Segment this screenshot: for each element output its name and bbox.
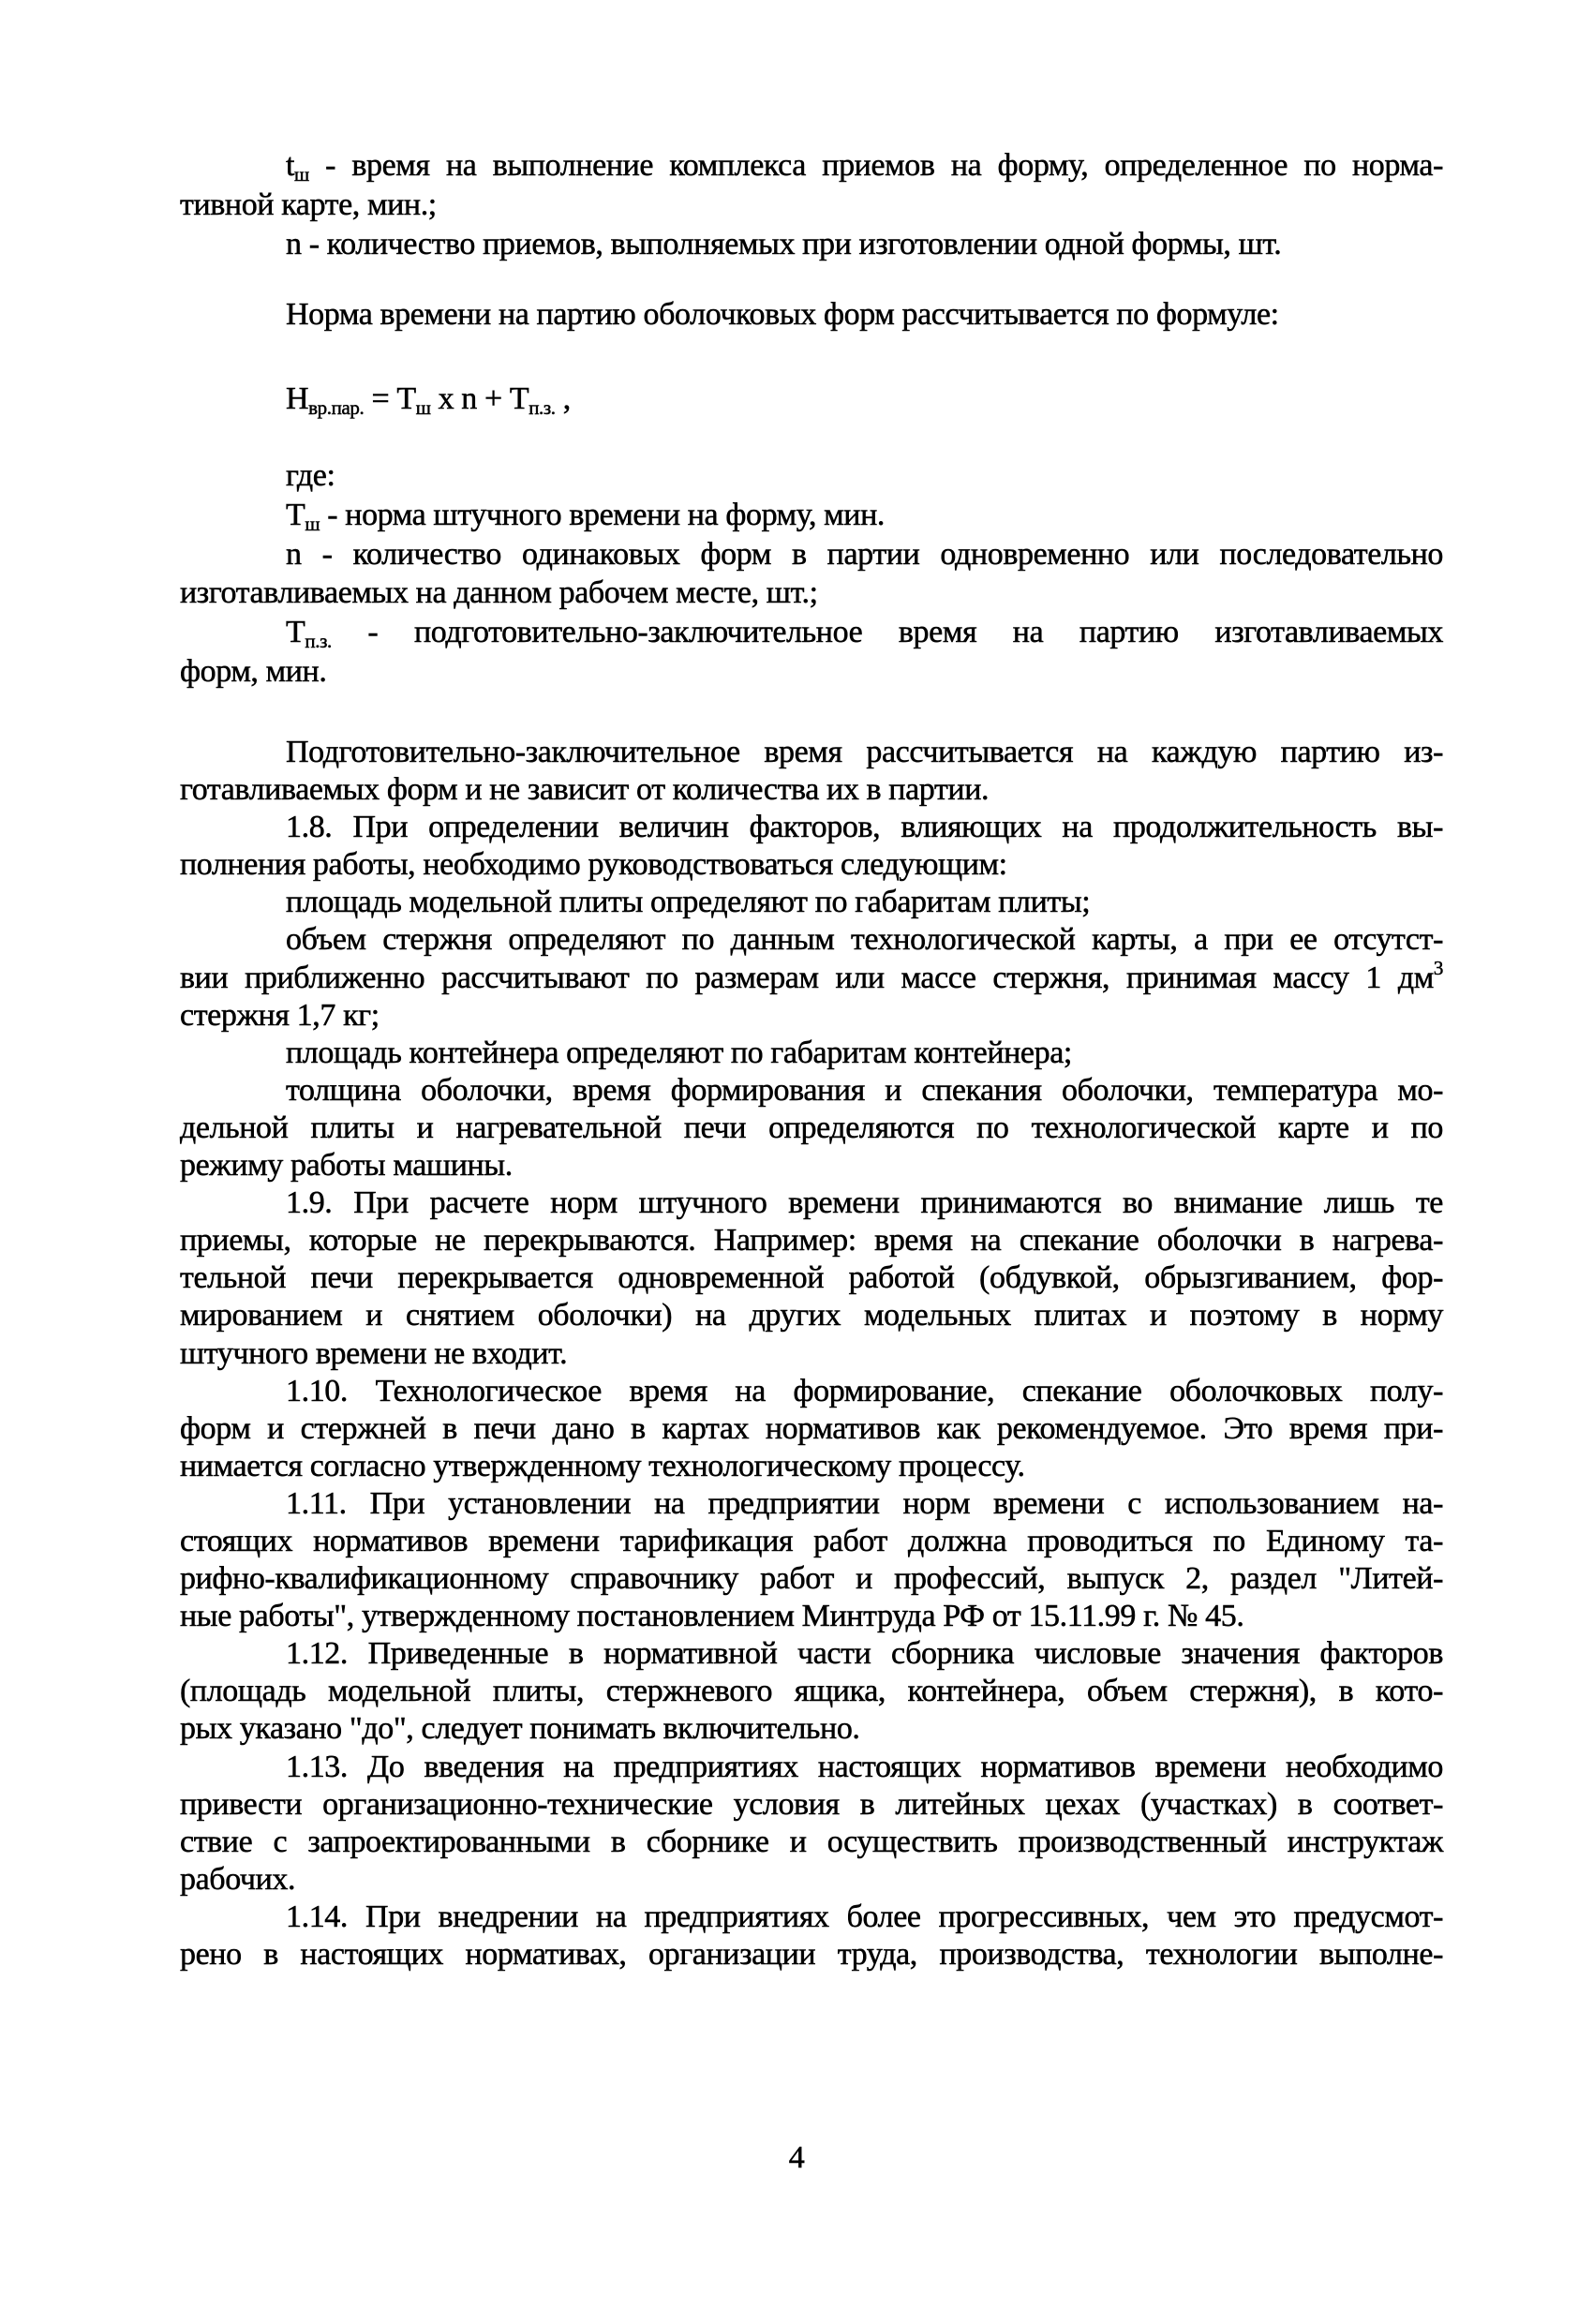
paragraph: [180, 1485, 1443, 1635]
text-line: мированием и снятием оболочки) на других модельных плитах и поэтому в норму: [180, 1298, 1443, 1333]
text-line: рых указано "до", следует понимать включительно.: [180, 1711, 860, 1747]
text-line: ствие с запроектированными в сборнике и осуществить производственный инструктаж: [180, 1824, 1443, 1859]
text-line: тивной карте, мин.;: [180, 187, 437, 222]
text-line: $t_ш$ - время на выполнение комплекса приемов на форму, определенное по норма-: [286, 148, 1443, 186]
paragraph: [180, 884, 1443, 921]
paragraph: [180, 535, 1443, 614]
text-line: форм, мин.: [180, 653, 327, 689]
text-line: приемы, которые не перекрываются. Например: время на спекание оболочки в нагрева-: [180, 1223, 1443, 1259]
page-number: 4: [788, 2140, 805, 2175]
paragraph: [180, 380, 1443, 419]
paragraph: [180, 1184, 1443, 1372]
paragraph: [180, 1035, 1443, 1072]
paragraph: [180, 1635, 1443, 1748]
text-line: 1.14. При внедрении на предприятиях более прогрессивных, чем это предусмот-: [286, 1899, 1443, 1934]
text-line: штучного времени не входит.: [180, 1335, 568, 1371]
definitions-block-1: [180, 146, 1443, 264]
paragraph: [180, 613, 1443, 692]
text-line: 1.8. При определении величин факторов, влияющих на продолжительность вы-: [286, 810, 1443, 845]
text-line: объем стержня определяют по данным технологической карты, а при ее отсутст-: [286, 922, 1443, 958]
text-line: готавливаемых форм и не зависит от количества их в партии.: [180, 772, 990, 808]
paragraph: [180, 1749, 1443, 1899]
subscript: п.з.: [529, 396, 556, 419]
text-line: изготавливаемых на данном рабочем месте, шт.;: [180, 575, 818, 611]
text-line: форм и стержней в печи дано в картах нормативов как рекомендуемое. Это время при-: [180, 1410, 1443, 1446]
paragraph: [180, 921, 1443, 1034]
paragraph: [180, 225, 1443, 264]
batch-formula-intro: [180, 295, 1443, 335]
text-line: $Н_{вр.пар.} = Т_ш$ х $n + Т_{п.з.}$ ,: [286, 381, 571, 419]
subscript: п.з.: [305, 630, 332, 653]
text-line: Норма времени на партию оболочковых форм рассчитывается по формуле:: [286, 297, 1279, 332]
subscript: вр.пар.: [308, 396, 365, 419]
paragraph: [180, 809, 1443, 884]
text-line: Подготовительно-заключительное время рассчитывается на каждую партию из-: [286, 735, 1443, 769]
text-line: рабочих.: [180, 1861, 296, 1897]
paragraph: [180, 146, 1443, 225]
text-line: рено в настоящих нормативах, организации труда, производства, технологии выполне-: [180, 1937, 1443, 1972]
subscript: ш: [415, 396, 431, 419]
text-line: 1.9. При расчете норм штучного времени принимаются во внимание лишь те: [286, 1185, 1443, 1221]
text-line: привести организационно-технические условия в литейных цехах (участках) в соответ-: [180, 1786, 1443, 1822]
batch-time-formula: [180, 380, 1443, 419]
paragraph: [180, 1072, 1443, 1184]
text-line: площадь модельной плиты определяют по габаритам плиты;: [286, 885, 1091, 920]
paragraph: [180, 295, 1443, 335]
text-line: где:: [286, 458, 335, 493]
text-line: 1.13. До введения на предприятиях настоящих нормативов времени необходимо: [286, 1749, 1443, 1784]
text-line: тельной печи перекрывается одновременной работой (обдувкой, обрызгиванием, фор-: [180, 1260, 1443, 1296]
text-line: $Т_ш$ - норма штучного времени на форму, мин.: [286, 497, 885, 535]
paragraph: [180, 1899, 1443, 1974]
text-line: площадь контейнера определяют по габаритам контейнера;: [286, 1035, 1072, 1070]
main-text-block: [180, 734, 1443, 1974]
text-line: n - количество одинаковых форм в партии одновременно или последовательно: [286, 536, 1443, 572]
superscript: 3: [1433, 956, 1443, 979]
text-line: стоящих нормативов времени тарификация работ должна проводиться по Единому та-: [180, 1523, 1443, 1558]
text-line: полнения работы, необходимо руководствоваться следующим:: [180, 847, 1007, 883]
text-line: 1.12. Приведенные в нормативной части сборника числовые значения факторов: [286, 1636, 1443, 1672]
text-line: дельной плиты и нагревательной печи определяются по технологической карте и по: [180, 1110, 1443, 1145]
text-line: (площадь модельной плиты, стержневого ящика, контейнера, объем стержня), в кото-: [180, 1674, 1443, 1709]
text-line: 1.10. Технологическое время на формирование, спекание оболочковых полу-: [286, 1373, 1443, 1408]
subscript: ш: [294, 163, 309, 186]
subscript: ш: [305, 512, 320, 535]
paragraph: [180, 456, 1443, 496]
text-line: $Т_{п.з.}$ - подготовительно-заключительное время на партию изготавливаемых: [286, 615, 1443, 653]
text-line: n - количество приемов, выполняемых при изготовлении одной формы, шт.: [286, 227, 1282, 261]
text-line: стержня 1,7 кг;: [180, 997, 380, 1033]
text-line: ные работы", утвержденному постановлением Минтруда РФ от 15.11.99 г. № 45.: [180, 1599, 1244, 1634]
text-line: 1.11. При установлении на предприятии норм времени с использованием на-: [286, 1485, 1443, 1521]
text-line: рифно-квалификационному справочнику работ и профессий, выпуск 2, раздел "Литей-: [180, 1561, 1443, 1597]
text-line: толщина оболочки, время формирования и спекания оболочки, температура мо-: [286, 1072, 1443, 1108]
text-line: нимается согласно утвержденному технологическому процессу.: [180, 1448, 1025, 1483]
paragraph: [180, 734, 1443, 809]
paragraph: [180, 496, 1443, 535]
text-line: вии приближенно рассчитывают по размерам или массе стержня, принимая массу 1 $дм^3$: [180, 956, 1443, 995]
definitions-block-2: [180, 456, 1443, 692]
paragraph: [180, 1373, 1443, 1485]
text-line: режиму работы машины.: [180, 1148, 513, 1184]
